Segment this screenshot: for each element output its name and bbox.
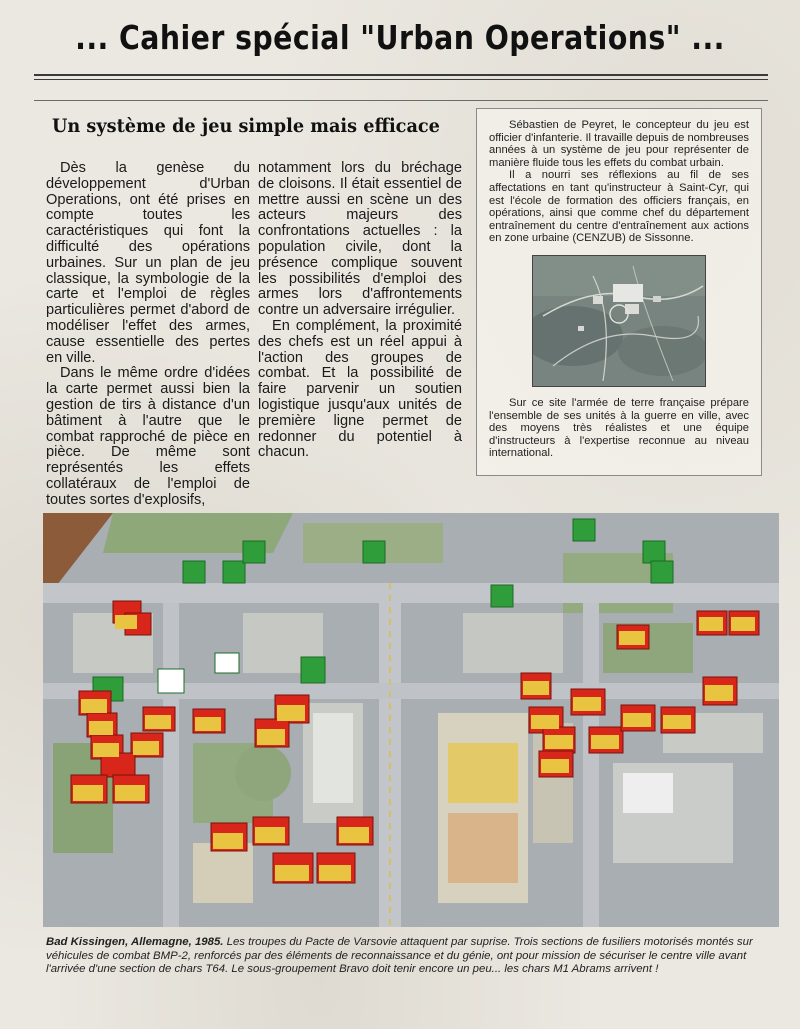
article-column-1 xyxy=(46,161,250,509)
game-board-image xyxy=(43,513,779,927)
article-paragraph: Dès la genèse du développement d'Urban Operations, ont été prises en compte toutes les caractéristiques qui font la difficulté des opérations urbaines. Sur un plan de jeu classique, la symbologie de la carte et l'emploi de règles particulières permet d'abord de modéliser l'effet des armes, cause essentielle des pertes en ville. xyxy=(46,160,250,366)
sidebar-paragraph: Il a nourri ses réflexions au fil de ses affectations en tant qu'instructeur à Saint-Cyr, qui est l'école de formation des officiers français, en opérations, ainsi que comme chef du département entraînement du centre d'entraînement aux actions en zone urbaine (CENZUB) de Sissonne. xyxy=(489,169,749,245)
article-paragraph: Dans le même ordre d'idées la carte permet aussi bien la gestion de tirs à distance d'un bâtiment à l'autre que le combat rapproché de pièce en pièce. De même sont représentés les effets collatéraux de l'emploi de toutes sortes d'explosifs, xyxy=(46,365,250,508)
article-paragraph: En complément, la proximité des chefs est un réel appui à l'action des groupes de combat. Et la possibilité de faire parvenir un soutien logistique jusqu'aux unités de première ligne permet de redonner du potentiel à chacun. xyxy=(258,317,462,461)
game-board-photo xyxy=(43,513,779,927)
header-rule-thin xyxy=(34,79,768,80)
caption-place: Bad Kissingen, Allemagne, 1985. xyxy=(46,936,224,948)
article-paragraph: notamment lors du bréchage de cloisons. Il était essentiel de mettre aussi en scène un des acteurs majeurs des confrontations actuelles : la population civile, dont la présence complique souvent les possibilités d'emploi des armes lors d'affrontements contre un adversaire irrégulier. xyxy=(258,160,462,319)
article-heading: Un système de jeu simple mais efficace xyxy=(52,115,440,137)
author-sidebar xyxy=(476,108,762,476)
article-column-2 xyxy=(258,161,462,461)
header-rule xyxy=(34,74,768,76)
section-rule xyxy=(34,100,768,101)
aerial-photo xyxy=(532,255,706,387)
caption-text: Les troupes du Pacte de Varsovie attaquent par suprise. Trois sections de fusiliers motorisés montés sur véhicules de combat BMP-2, renforcés par des éléments de reconnaissance et du génie, ont pour mission de sécuriser le centre ville avant l'arrivée d'une section de chars T64. Le sous-groupement Bravo doit tenir encore un peu... les chars M1 Abrams arrivent ! xyxy=(46,936,753,976)
aerial-photo-image xyxy=(533,256,705,386)
sidebar-paragraph: Sébastien de Peyret, le concepteur du jeu est officier d'infanterie. Il travaille depuis de nombreuses années à un système de jeu pour représenter de manière fluide tous les effets du combat urbain. xyxy=(489,119,750,169)
photo-caption xyxy=(46,936,758,977)
page-title: ... Cahier spécial "Urban Operations" ... xyxy=(75,18,725,57)
sidebar-paragraph: Sur ce site l'armée de terre française prépare l'ensemble de ses unités à la guerre en ville, avec des moyens très réalistes et une équipe d'instructeurs à l'expertise reconnue au niveau international. xyxy=(489,396,749,460)
